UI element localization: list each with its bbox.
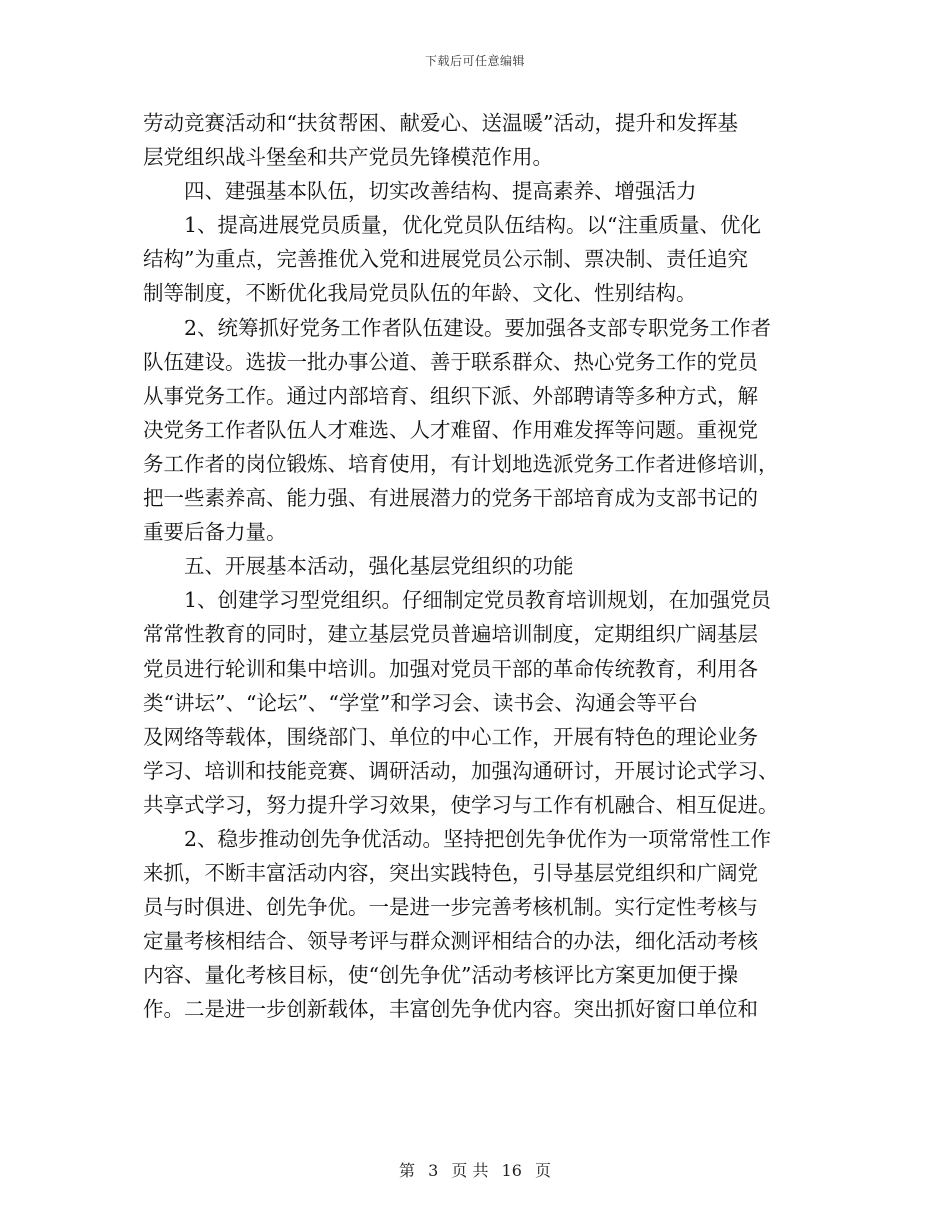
text-line: 队伍建设。选拔一批办事公道、善于联系群众、热心党务工作的党员 bbox=[143, 349, 758, 374]
text-line: 层党组织战斗堡垒和共产党员先锋模范作用。 bbox=[143, 145, 553, 170]
text-line: 务工作者的岗位锻炼、培育使用，有计划地选派党务工作者进修培训， bbox=[143, 451, 779, 476]
document-body bbox=[143, 106, 811, 1027]
page-footer bbox=[0, 1158, 950, 1181]
total-page-count: 16 bbox=[501, 1161, 522, 1180]
footer-mid: 页 共 bbox=[451, 1161, 489, 1180]
text-line: 常常性教育的同时，建立基层党员普遍培训制度，定期组织广阔基层 bbox=[143, 622, 758, 647]
footer-suffix: 页 bbox=[535, 1161, 552, 1180]
text-line: 把一些素养高、能力强、有进展潜力的党务干部培育成为支部书记的 bbox=[143, 486, 758, 511]
text-line: 制等制度，不断优化我局党员队伍的年龄、文化、性别结构。 bbox=[143, 281, 697, 306]
text-line: 决党务工作者队伍人才难选、人才难留、作用难发挥等问题。重视党 bbox=[143, 417, 758, 442]
text-line: 结构”为重点，完善推优入党和进展党员公示制、票决制、责任追究 bbox=[143, 247, 748, 272]
text-line: 从事党务工作。通过内部培育、组织下派、外部聘请等多种方式，解 bbox=[143, 383, 758, 408]
page-header: 下载后可任意编辑 bbox=[424, 54, 525, 68]
text-line: 劳动竞赛活动和“扶贫帮困、献爱心、送温暖”活动，提升和发挥基 bbox=[143, 111, 738, 135]
text-line: 2、稳步推动创先争优活动。坚持把创先争优作为一项常常性工作 bbox=[143, 826, 772, 851]
section-heading: 四、建强基本队伍，切实改善结构、提高素养、增强活力 bbox=[143, 179, 697, 204]
text-line: 共享式学习，努力提升学习效果，使学习与工作有机融合、相互促进。 bbox=[143, 792, 779, 817]
footer-prefix: 第 bbox=[398, 1161, 415, 1180]
text-line: 来抓，不断丰富活动内容，突出实践特色，引导基层党组织和广阔党 bbox=[143, 861, 758, 886]
text-line: 内容、量化考核目标，使“创先争优”活动考核评比方案更加便于操 bbox=[143, 963, 738, 988]
text-line: 定量考核相结合、领导考评与群众测评相结合的办法，细化活动考核 bbox=[143, 929, 758, 954]
text-line: 及网络等载体，围绕部门、单位的中心工作，开展有特色的理论业务 bbox=[143, 724, 758, 749]
text-line: 1、创建学习型党组织。仔细制定党员教育培训规划，在加强党员 bbox=[143, 588, 772, 613]
text-line: 员与时俱进、创先争优。一是进一步完善考核机制。实行定性考核与 bbox=[143, 895, 758, 920]
current-page-number: 3 bbox=[428, 1161, 439, 1180]
text-line: 学习、培训和技能竞赛、调研活动，加强沟通研讨，开展讨论式学习、 bbox=[143, 758, 779, 783]
text-line: 1、提高进展党员质量，优化党员队伍结构。以“注重质量、优化 bbox=[143, 213, 762, 238]
section-heading: 五、开展基本活动，强化基层党组织的功能 bbox=[143, 554, 574, 579]
text-line: 类“讲坛”、“论坛”、“学堂”和学习会、读书会、沟通会等平台 bbox=[143, 690, 698, 715]
text-line: 2、统筹抓好党务工作者队伍建设。要加强各支部专职党务工作者 bbox=[143, 315, 772, 340]
text-line: 重要后备力量。 bbox=[143, 520, 287, 545]
text-line: 党员进行轮训和集中培训。加强对党员干部的革命传统教育，利用各 bbox=[143, 656, 758, 681]
text-line: 作。二是进一步创新载体，丰富创先争优内容。突出抓好窗口单位和 bbox=[143, 997, 758, 1022]
